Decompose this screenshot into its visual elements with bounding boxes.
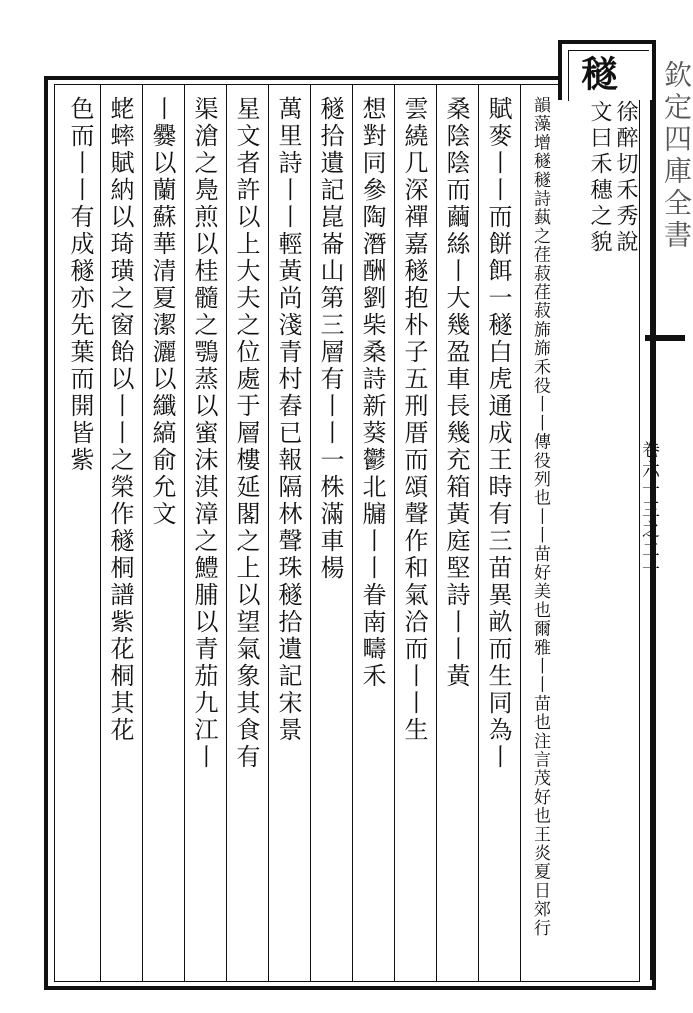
juan-number: 卷六十三之二十 — [639, 440, 660, 580]
text-column-8: 星文者許以上大夫之位處于層樓延閣之上以望氣象其食有 — [232, 96, 260, 771]
text-column-12: 色而丨丨有成穟亦先葉而開皆紫 — [66, 96, 94, 474]
text-column-2: 賦麥丨丨而餅餌一穟白虎通成王時有三苗異畝而生同為丨 — [484, 96, 512, 771]
fish-tail-mark — [645, 335, 685, 341]
running-head: 欽定四庫全書 — [660, 60, 693, 252]
headword-gloss-2: 文曰禾穗之貌 — [587, 100, 612, 256]
text-column-4: 雲繞几深禪嘉穟抱朴子五刑厝而頌聲作和氣洽而丨丨生 — [400, 96, 428, 744]
text-column-11: 蛯蟀賦納以琦璜之窗飴以丨丨之榮作穟桐譜紫花桐其花 — [106, 96, 134, 744]
text-column-7: 萬里詩丨丨輕黃尚淺青村舂已報隔林聲珠穟拾遺記宋景 — [274, 96, 302, 744]
text-column-9: 渠滄之鳧煎以桂髓之鶚蒸以蜜沫淇漳之鱧脯以青茄九江丨 — [190, 96, 218, 771]
headword-gloss-1: 徐醉切禾秀說 — [613, 100, 638, 256]
text-column-5: 想對同參陶潛酬劉柴桑詩新葵鬱北牖丨丨眷南疇禾 — [358, 96, 386, 690]
headword: 穟 — [576, 55, 618, 91]
text-column-1: 韻藻增穟穟詩蓺之荏菽荏菽旆旆禾役丨丨傳役列也丨丨苗好美也爾雅丨丨苗也注言茂好也王炎夏日郊行 — [530, 96, 550, 938]
text-column-6: 穟拾遺記崑崙山第三層有丨丨一株滿車楊 — [316, 96, 344, 582]
text-column-10: 丨爨以蘭蘇華清夏潔灑以纖縞俞允文 — [148, 96, 176, 528]
text-column-3: 桑陰陰而繭絲丨大幾盈車長幾充箱黃庭堅詩丨丨黃 — [442, 96, 470, 690]
